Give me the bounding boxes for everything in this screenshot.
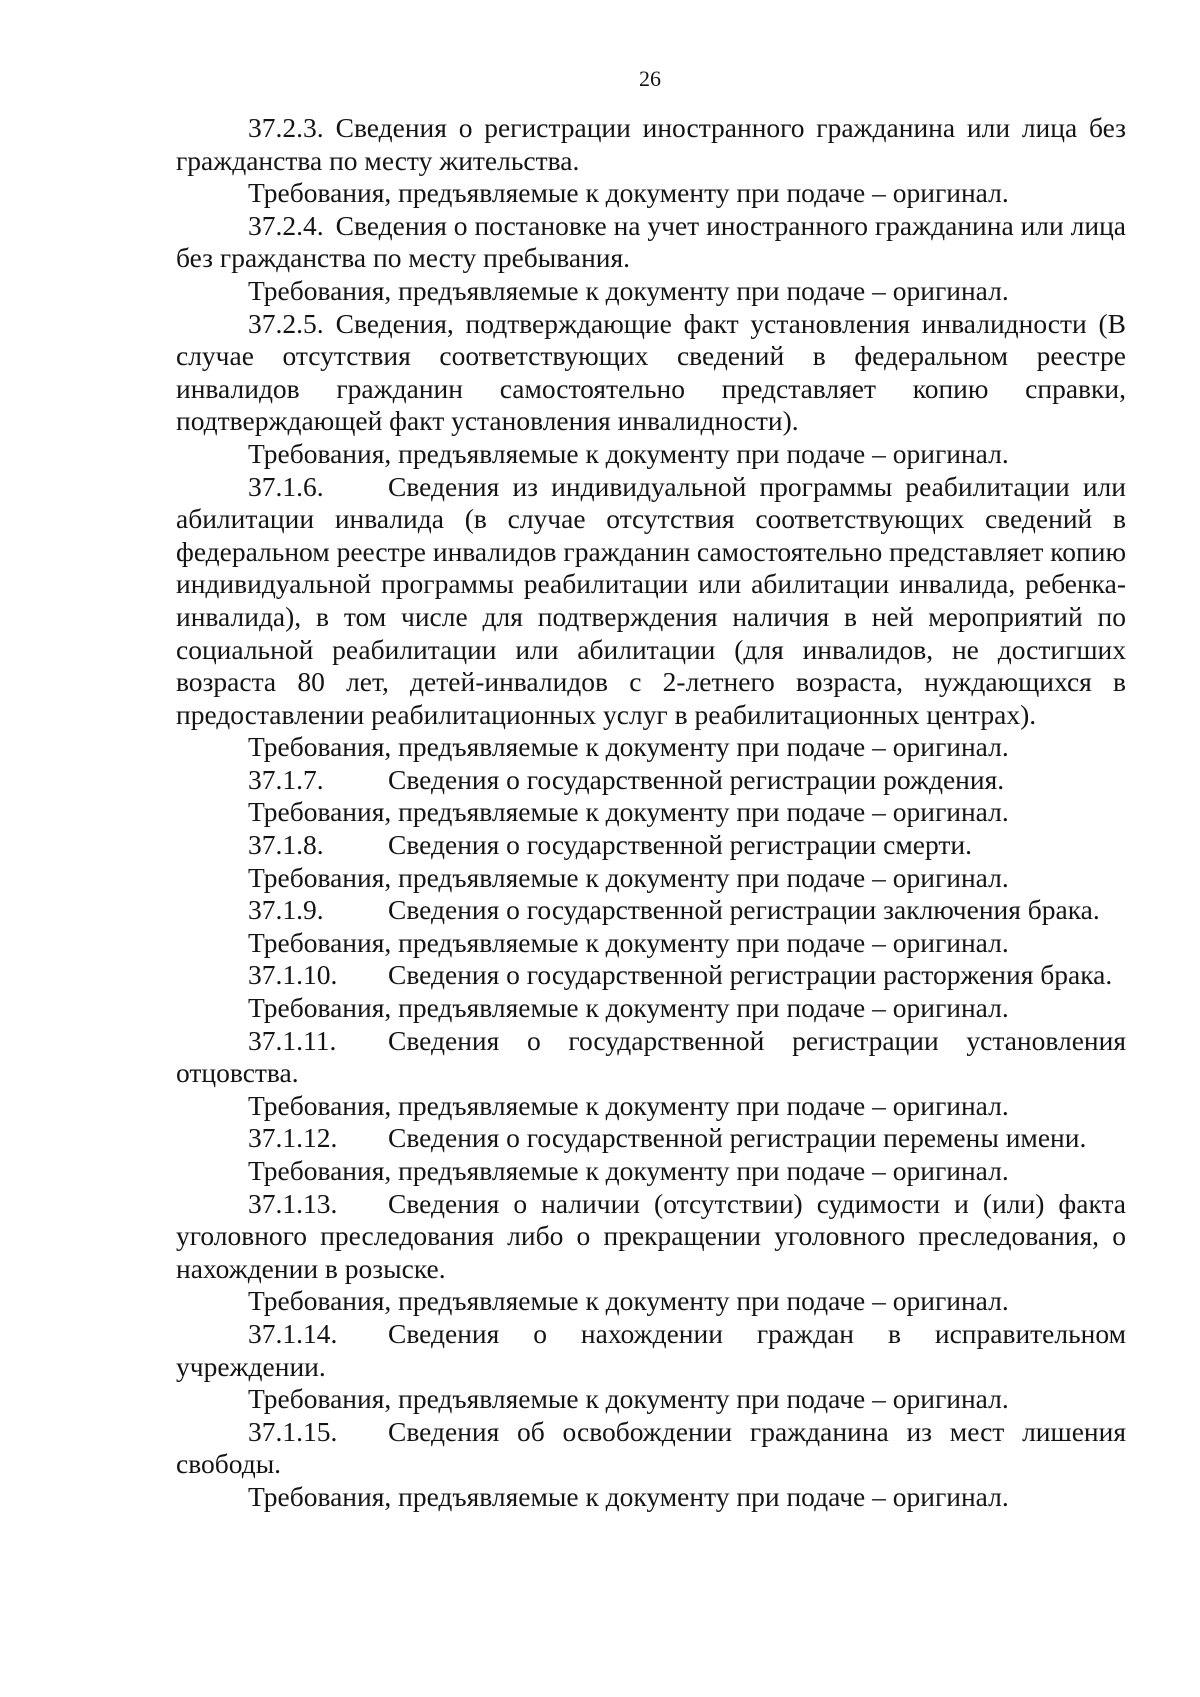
item-text: Сведения о государственной регистрации перемены имени.	[388, 1122, 1087, 1154]
item-number: 37.2.5.	[248, 307, 324, 339]
item-text: Сведения о государственной регистрации установления отцовства.	[176, 1024, 1126, 1089]
item-37-1-10	[176, 959, 1126, 992]
requirement-line: Требования, предъявляемые к документу при подаче – оригинал.	[248, 177, 1009, 209]
item-number: 37.1.14.	[248, 1317, 338, 1349]
requirement-line: Требования, предъявляемые к документу при подаче – оригинал.	[248, 1480, 1009, 1512]
item-text: Сведения о государственной регистрации смерти.	[388, 829, 972, 861]
item-text: Сведения из индивидуальной программы реабилитации или абилитации инвалида (в случае отсутствия соответствующих сведений в федеральном реестре инвалидов гражданин самостоятельно представляет копию индивидуальной программы реабилитации или абилитации инвалида, ребенка-инвалида), в том числе для подтверждения наличия в ней мероприятий по социальной реабилитации или абилитации (для инвалидов, не достигших возраста 80 лет, детей-инвалидов с 2-летнего возраста, нуждающихся в предоставлении реабилитационных услуг в реабилитационных центрах).	[176, 470, 1126, 730]
item-number: 37.1.15.	[248, 1415, 338, 1447]
item-37-2-3	[176, 112, 1126, 177]
requirement-line: Требования, предъявляемые к документу при подаче – оригинал.	[248, 796, 1009, 828]
item-37-2-5	[176, 308, 1126, 438]
item-37-1-6	[176, 471, 1126, 732]
item-37-1-15	[176, 1416, 1126, 1481]
item-number: 37.1.7.	[248, 763, 324, 795]
item-text: Сведения о наличии (отсутствии) судимости и (или) факта уголовного преследования либо о прекращении уголовного преследования, о нахождении в розыске.	[176, 1187, 1126, 1284]
requirement-line: Требования, предъявляемые к документу при подаче – оригинал.	[248, 437, 1009, 469]
item-number: 37.1.9.	[248, 894, 324, 926]
item-text: Сведения о государственной регистрации заключения брака.	[388, 894, 1100, 926]
item-text: Сведения о постановке на учет иностранного гражданина или лица без гражданства по месту пребывания.	[176, 209, 1126, 274]
requirement-line: Требования, предъявляемые к документу при подаче – оригинал.	[248, 1383, 1009, 1415]
requirement-line: Требования, предъявляемые к документу при подаче – оригинал.	[248, 1089, 1009, 1121]
item-37-1-13	[176, 1188, 1126, 1286]
requirement-line: Требования, предъявляемые к документу при подаче – оригинал.	[248, 861, 1009, 893]
item-number: 37.2.4.	[248, 209, 324, 241]
item-37-1-11	[176, 1025, 1126, 1090]
page-number: 26	[639, 66, 661, 91]
item-number: 37.1.12.	[248, 1122, 338, 1154]
item-37-1-7	[176, 764, 1126, 797]
item-number: 37.1.6.	[248, 470, 324, 502]
requirement-line: Требования, предъявляемые к документу при подаче – оригинал.	[248, 992, 1009, 1024]
item-number: 37.1.8.	[248, 829, 324, 861]
item-text: Сведения о государственной регистрации рождения.	[388, 763, 1005, 795]
requirement-line: Требования, предъявляемые к документу при подаче – оригинал.	[248, 731, 1009, 763]
item-37-2-4	[176, 210, 1126, 275]
item-text: Сведения об освобождении гражданина из мест лишения свободы.	[176, 1415, 1126, 1480]
item-text: Сведения о нахождении граждан в исправительном учреждении.	[176, 1317, 1126, 1382]
item-number: 37.1.13.	[248, 1187, 338, 1219]
item-37-1-12	[176, 1122, 1126, 1155]
item-text: Сведения о государственной регистрации расторжения брака.	[388, 959, 1113, 991]
document-body	[176, 112, 1126, 1514]
requirement-line: Требования, предъявляемые к документу при подаче – оригинал.	[248, 274, 1009, 306]
item-37-1-14	[176, 1318, 1126, 1383]
requirement-line: Требования, предъявляемые к документу при подаче – оригинал.	[248, 926, 1009, 958]
item-text: Сведения о регистрации иностранного гражданина или лица без гражданства по месту жительства.	[176, 112, 1126, 176]
item-number: 37.2.3.	[248, 112, 324, 143]
requirement-line: Требования, предъявляемые к документу при подаче – оригинал.	[248, 1285, 1009, 1317]
item-text: Сведения, подтверждающие факт установления инвалидности (В случае отсутствия соответствующих сведений в федеральном реестре инвалидов гражданин самостоятельно представляет копию справки, подтверждающей факт установления инвалидности).	[176, 307, 1126, 437]
item-number: 37.1.11.	[248, 1024, 337, 1056]
requirement-line: Требования, предъявляемые к документу при подаче – оригинал.	[248, 1155, 1009, 1186]
item-number: 37.1.10.	[248, 959, 338, 991]
item-37-1-8	[176, 829, 1126, 862]
item-37-1-9	[176, 894, 1126, 927]
